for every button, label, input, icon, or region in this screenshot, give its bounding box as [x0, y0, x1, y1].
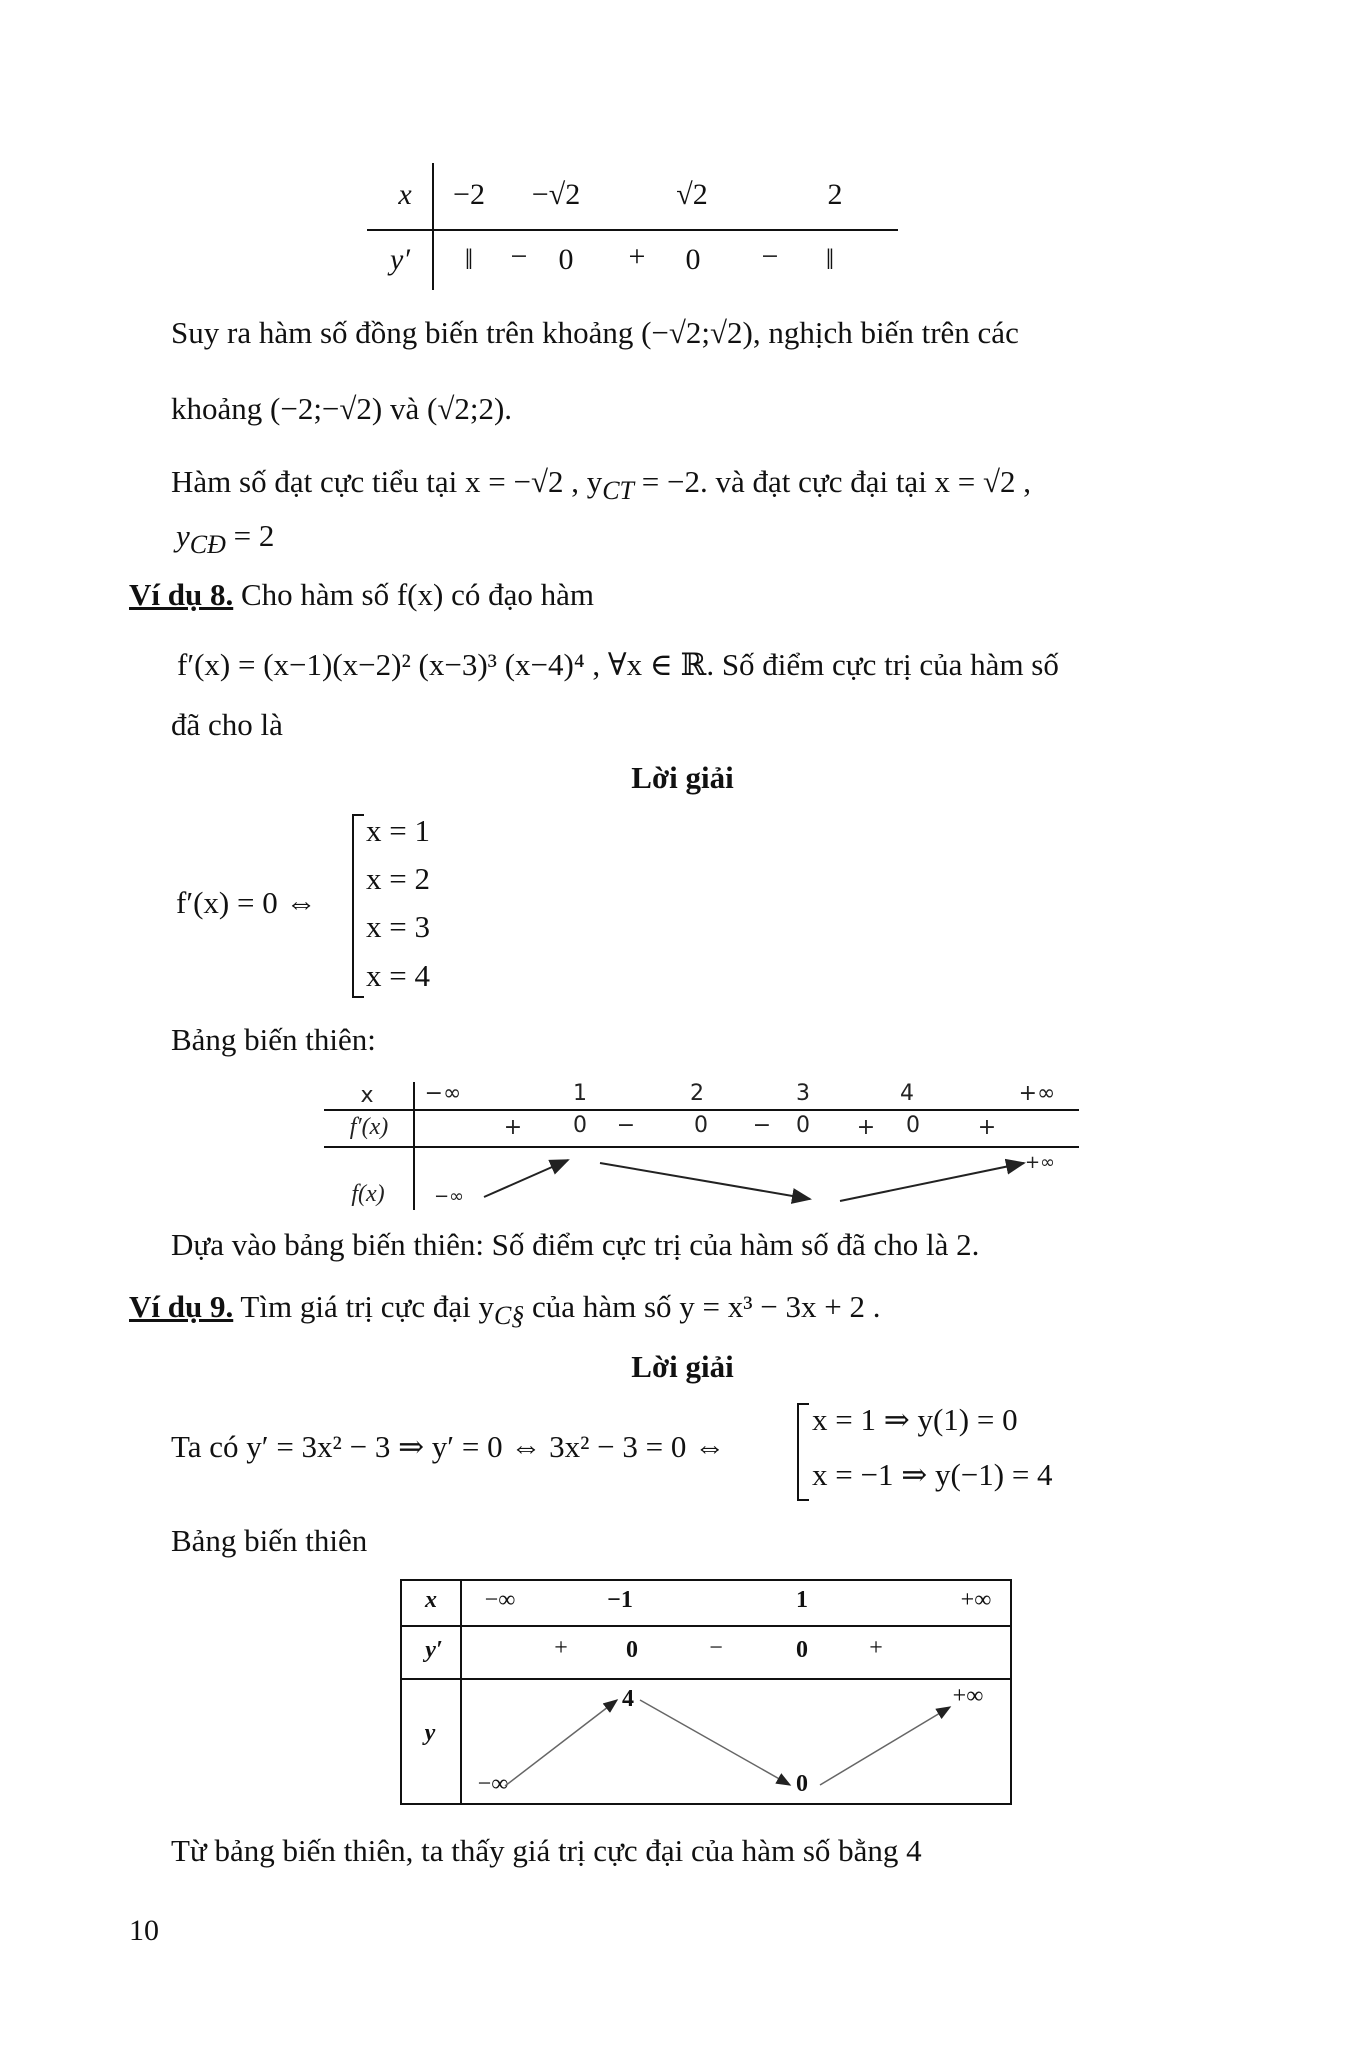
table3-x-value: −∞ [484, 1587, 516, 1613]
table1-yprime-value: 0 [558, 243, 574, 276]
table2-fprime-value: + [503, 1115, 523, 1140]
example8-case: x = 1 [366, 813, 430, 848]
table2-arrow-up [840, 1163, 1024, 1201]
example8-case: x = 4 [366, 958, 430, 993]
table1-x-value: √2 [676, 178, 708, 211]
table3-yprime-label: y′ [425, 1637, 443, 1663]
page-number: 10 [129, 1914, 159, 1947]
table2-arrow-up [484, 1160, 568, 1197]
table3-x-value: 1 [796, 1587, 808, 1613]
table3-arrow-down [640, 1700, 790, 1785]
table1-yprime-value: − [510, 240, 528, 273]
example8-case: x = 3 [366, 909, 430, 944]
table3-yprime-value: − [709, 1635, 723, 1661]
example9-subscript: C§ [493, 1301, 525, 1331]
table3-y-label: y [424, 1720, 436, 1746]
ycd-subscript: CĐ [189, 530, 226, 560]
extrema-subscript-ct: CT [602, 476, 635, 506]
table3-x-value: −1 [607, 1587, 633, 1613]
example9-label: Ví dụ 9. [129, 1289, 234, 1324]
table3-y-value: 0 [796, 1771, 808, 1797]
table2-x-value: +∞ [1018, 1081, 1056, 1106]
table2-fprime-value: 0 [796, 1113, 810, 1138]
table2-f-label: f(x) [351, 1181, 385, 1207]
table3-yprime-value: + [554, 1635, 568, 1661]
example8-solution-heading: Lời giải [631, 760, 734, 795]
example8-tail: đã cho là [171, 707, 283, 742]
extrema-text-b: = −2. và đạt cực đại tại x = √2 , [634, 464, 1032, 499]
table1-x-value: −2 [453, 178, 485, 211]
table2-fprime-value: + [856, 1115, 876, 1140]
table2-arrow-down [600, 1163, 810, 1199]
table1-x-value: −√2 [531, 178, 581, 211]
table3-yprime-value: + [869, 1635, 883, 1661]
table3-arrow-up [820, 1707, 950, 1785]
table3-x-value: +∞ [960, 1587, 992, 1613]
ycd-y: y [176, 518, 190, 553]
example8-case: x = 2 [366, 861, 430, 896]
table1-yprime-label: y′ [390, 243, 410, 276]
example9-equation-left: Ta có y′ = 3x² − 3 ⇒ y′ = 0 ⇔ 3x² − 3 = 0 ⇔ [171, 1429, 726, 1464]
table1-yprime-value: + [628, 240, 646, 273]
table3-yprime-value: 0 [796, 1637, 808, 1663]
table3-arrow-up [505, 1700, 617, 1786]
table2-fprime-value: + [977, 1115, 997, 1140]
table3-x-label: x [425, 1587, 437, 1613]
example9-bbt-label: Bảng biến thiên [171, 1523, 368, 1558]
example8-equation-left: f′(x) = 0 ⇔ [176, 885, 317, 920]
example8-text: Cho hàm số f(x) có đạo hàm [233, 577, 594, 612]
table3-yprime-value: 0 [626, 1637, 638, 1663]
example9-text-a: Tìm giá trị cực đại y [233, 1289, 494, 1324]
table2-x-value: 3 [796, 1081, 810, 1106]
example9-text-b: của hàm số y = x³ − 3x + 2 . [524, 1289, 881, 1324]
table2-x-label: x [360, 1083, 374, 1108]
table2-x-value: −∞ [424, 1081, 462, 1106]
table2-x-value: 1 [573, 1081, 587, 1106]
example8-conclusion: Dựa vào bảng biến thiên: Số điểm cực trị của hàm số đã cho là 2. [171, 1227, 980, 1262]
table2-x-value: 4 [900, 1081, 914, 1106]
table2-fprime-value: 0 [573, 1113, 587, 1138]
table3-y-value: 4 [622, 1686, 634, 1712]
table1-yprime-value: ‖ [464, 243, 474, 276]
table1-x-value: 2 [827, 178, 843, 211]
example9-case: x = 1 ⇒ y(1) = 0 [812, 1402, 1018, 1437]
table2-fprime-value: 0 [906, 1113, 920, 1138]
table2-fprime-value: − [616, 1113, 636, 1138]
example8-label: Ví dụ 8. [129, 577, 234, 612]
table3-y-value: +∞ [952, 1683, 984, 1709]
table1-yprime-value: − [761, 240, 779, 273]
table2-fprime-value: − [752, 1113, 772, 1138]
extrema-text-a: Hàm số đạt cực tiểu tại x = −√2 , y [171, 464, 603, 499]
example8-bbt-label: Bảng biến thiên: [171, 1022, 376, 1057]
table2-f-start: −∞ [433, 1186, 465, 1207]
table2-f-end: +∞ [1024, 1152, 1056, 1173]
ycd-value: = 2 [225, 518, 275, 553]
table2-x-value: 2 [690, 1081, 704, 1106]
table1-yprime-value: 0 [685, 243, 701, 276]
monotonic-text-line2: khoảng (−2;−√2) và (√2;2). [171, 391, 513, 426]
example9-solution-heading: Lời giải [631, 1349, 734, 1384]
example9-conclusion: Từ bảng biến thiên, ta thấy giá trị cực đại của hàm số bằng 4 [171, 1833, 922, 1868]
table2-fprime-label: f′(x) [349, 1114, 389, 1140]
table1-yprime-value: ‖ [825, 243, 835, 276]
monotonic-text-line1: Suy ra hàm số đồng biến trên khoảng (−√2;√2), nghịch biến trên các [171, 315, 1019, 350]
example8-formula: f′(x) = (x−1)(x−2)² (x−3)³ (x−4)⁴ , ∀x ∈ ℝ. Số điểm cực trị của hàm số [177, 647, 1059, 682]
table3-y-value: −∞ [477, 1771, 509, 1797]
example9-case: x = −1 ⇒ y(−1) = 4 [812, 1457, 1053, 1492]
table1-x-label: x [398, 178, 412, 211]
table2-fprime-value: 0 [694, 1113, 708, 1138]
